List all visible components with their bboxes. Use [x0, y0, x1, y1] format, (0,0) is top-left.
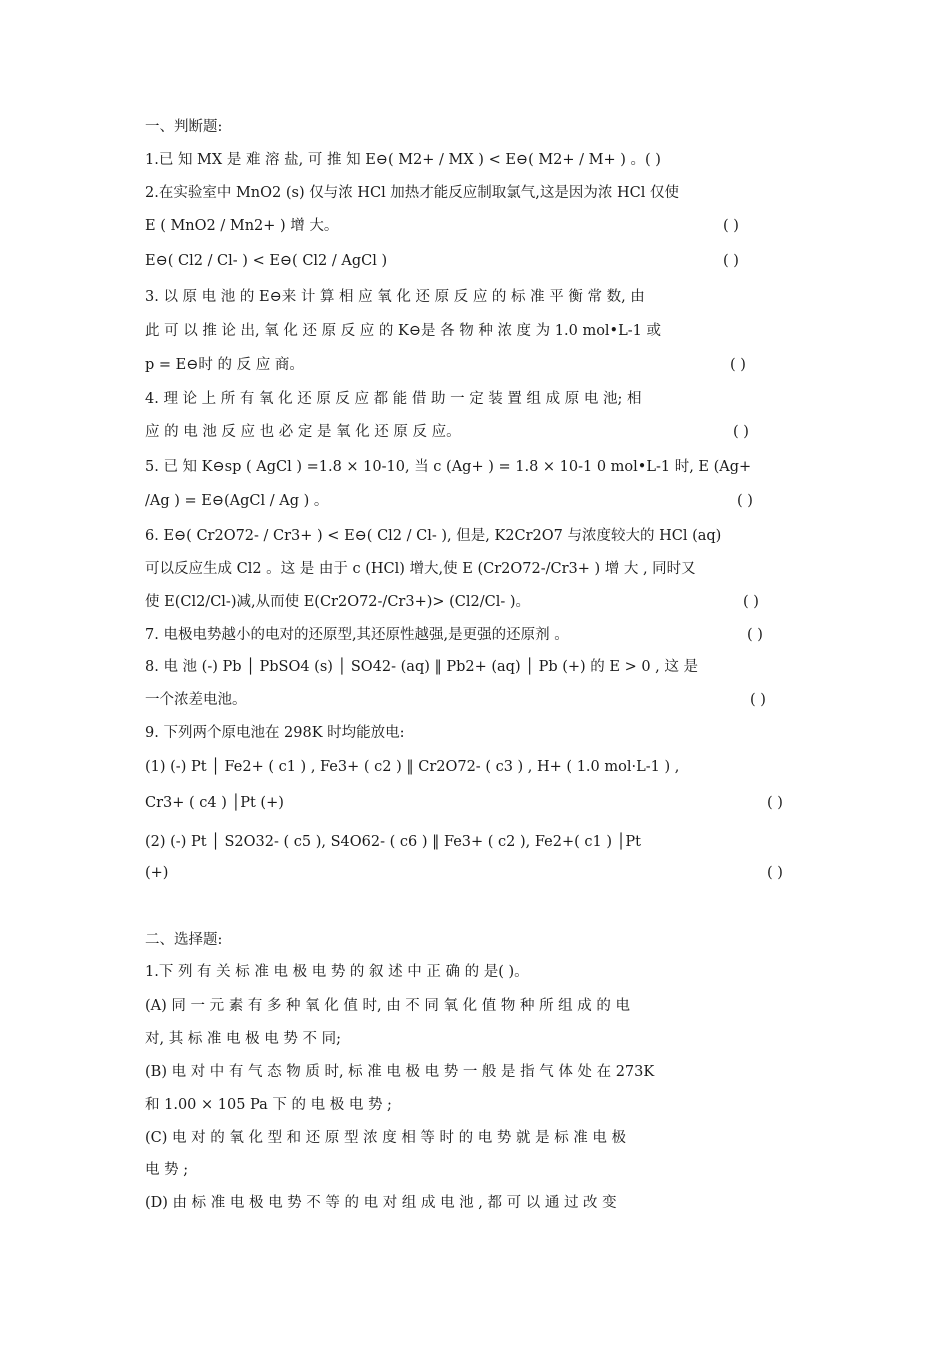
q5-line-1	[145, 456, 810, 478]
s2-optA-line-1	[145, 995, 810, 1017]
q4-text-2: 应 的 电 池 反 应 也 必 定 是 氧 化 还 原 反 应。	[145, 424, 461, 440]
q3-text-2: 此 可 以 推 论 出, 氧 化 还 原 反 应 的 K⊖是 各 物 种 浓 度 为 1.0 mol•L-1 或	[145, 323, 661, 339]
answer-blank[interactable]: ( )	[723, 218, 739, 234]
q5-text-1: 5. 已 知 K⊖sp ( AgCl ) =1.8 × 10-10, 当 c (Ag+ ) = 1.8 × 10-1 0 mol•L-1 时, E (Ag+	[145, 459, 752, 475]
q3-line-2	[145, 320, 810, 342]
q8-line-2	[145, 689, 810, 711]
q8-text-2: 一个浓差电池。	[145, 692, 247, 708]
q9-line-1	[145, 722, 810, 744]
q1-line	[145, 149, 810, 171]
q9-line-5	[145, 862, 810, 884]
q2-text-3: E⊖( Cl2 / Cl- ) < E⊖( Cl2 / AgCl )	[145, 253, 388, 269]
s2-optA-text-1: (A) 同 一 元 素 有 多 种 氧 化 值 时, 由 不 同 氧 化 值 物 种 所 组 成 的 电	[145, 998, 631, 1014]
q6-line-1	[145, 525, 810, 547]
q1-text: 1.已 知 MX 是 难 溶 盐, 可 推 知 E⊖( M2+ / MX ) < E⊖( M2+ / M+ ) 。( )	[145, 152, 661, 168]
s2-optC-text-2: 电 势 ;	[145, 1162, 189, 1178]
s2-optD-line-1	[145, 1192, 810, 1214]
section1-heading	[145, 116, 810, 138]
q6-text-3: 使 E(Cl2/Cl-)减,从而使 E(Cr2O72-/Cr3+)> (Cl2/Cl- )。	[145, 594, 531, 610]
q9-line-4	[145, 831, 810, 853]
q4-line-2	[145, 421, 810, 443]
q5-text-2: /Ag ) = E⊖(AgCl / Ag ) 。	[145, 493, 329, 509]
q3-text-1: 3. 以 原 电 池 的 E⊖来 计 算 相 应 氧 化 还 原 反 应 的 标 准 平 衡 常 数, 由	[145, 289, 645, 305]
s2-optA-line-2	[145, 1028, 810, 1050]
q2-line-3	[145, 250, 810, 272]
answer-blank[interactable]: ( )	[733, 424, 749, 440]
s2-optB-line-1	[145, 1061, 810, 1083]
answer-blank[interactable]: ( )	[767, 865, 783, 881]
q4-line-1	[145, 388, 810, 410]
answer-blank[interactable]: ( )	[747, 627, 763, 643]
answer-blank[interactable]: ( )	[723, 253, 739, 269]
answer-blank[interactable]: ( )	[750, 692, 766, 708]
s2-optB-text-1: (B) 电 对 中 有 气 态 物 质 时, 标 准 电 极 电 势 一 般 是 指 气 体 处 在 273K	[145, 1064, 655, 1080]
q9-text-2: (1) (-) Pt │ Fe2+ ( c1 ) , Fe3+ ( c2 ) ‖ Cr2O72- ( c3 ) , H+ ( 1.0 mol·L-1 ) ,	[145, 759, 680, 775]
s2-optB-text-2: 和 1.00 × 105 Pa 下 的 电 极 电 势 ;	[145, 1097, 392, 1113]
q9-text-3: Cr3+ ( c4 ) │Pt (+)	[145, 795, 284, 811]
q9-text-5: (+)	[145, 865, 169, 881]
q4-text-1: 4. 理 论 上 所 有 氧 化 还 原 反 应 都 能 借 助 一 定 装 置 组 成 原 电 池; 相	[145, 391, 642, 407]
q3-line-1	[145, 286, 810, 308]
section2-heading	[145, 929, 810, 951]
q9-text-1: 9. 下列两个原电池在 298K 时均能放电:	[145, 725, 405, 741]
q5-line-2	[145, 490, 810, 512]
q6-line-2	[145, 558, 810, 580]
q6-line-3	[145, 591, 810, 613]
q7-text: 7. 电极电势越小的电对的还原型,其还原性越强,是更强的还原剂 。	[145, 627, 569, 643]
q2-text-1: 2.在实验室中 MnO2 (s) 仅与浓 HCl 加热才能反应制取氯气,这是因为浓 HCl 仅使	[145, 185, 680, 201]
s2-optC-line-1	[145, 1127, 810, 1149]
answer-blank[interactable]: ( )	[737, 493, 753, 509]
q7-line	[145, 624, 810, 646]
s2-optC-line-2	[145, 1159, 810, 1181]
answer-blank[interactable]: ( )	[730, 357, 746, 373]
section1-heading-text: 一、判断题:	[145, 119, 223, 135]
s2-q1-text: 1.下 列 有 关 标 准 电 极 电 势 的 叙 述 中 正 确 的 是( )。	[145, 964, 529, 980]
s2-q1-line	[145, 961, 810, 983]
q6-text-1: 6. E⊖( Cr2O72- / Cr3+ ) < E⊖( Cl2 / Cl- ), 但是, K2Cr2O7 与浓度较大的 HCl (aq)	[145, 528, 722, 544]
s2-optD-text-1: (D) 由 标 准 电 极 电 势 不 等 的 电 对 组 成 电 池 , 都 可 以 通 过 改 变	[145, 1195, 617, 1211]
q3-line-3	[145, 354, 810, 376]
q8-text-1: 8. 电 池 (-) Pb │ PbSO4 (s) │ SO42- (aq) ‖ Pb2+ (aq) │ Pb (+) 的 E > 0 , 这 是	[145, 659, 699, 675]
answer-blank[interactable]: ( )	[767, 795, 783, 811]
q8-line-1	[145, 656, 810, 678]
s2-optA-text-2: 对, 其 标 准 电 极 电 势 不 同;	[145, 1031, 341, 1047]
q9-line-2	[145, 756, 810, 778]
s2-optB-line-2	[145, 1094, 810, 1116]
q3-text-3: p = E⊖时 的 反 应 商。	[145, 357, 304, 373]
q2-line-1	[145, 182, 810, 204]
section2-heading-text: 二、选择题:	[145, 932, 223, 948]
q9-line-3	[145, 792, 810, 814]
q2-line-2	[145, 215, 810, 237]
s2-optC-text-1: (C) 电 对 的 氧 化 型 和 还 原 型 浓 度 相 等 时 的 电 势 就 是 标 准 电 极	[145, 1130, 627, 1146]
q6-text-2: 可以反应生成 Cl2 。这 是 由于 c (HCl) 增大,使 E (Cr2O72-/Cr3+ ) 增 大 , 同时又	[145, 561, 696, 577]
q2-text-2: E ( MnO2 / Mn2+ ) 增 大。	[145, 218, 339, 234]
q9-text-4: (2) (-) Pt │ S2O32- ( c5 ), S4O62- ( c6 ) ‖ Fe3+ ( c2 ), Fe2+( c1 ) │Pt	[145, 834, 641, 850]
answer-blank[interactable]: ( )	[743, 594, 759, 610]
